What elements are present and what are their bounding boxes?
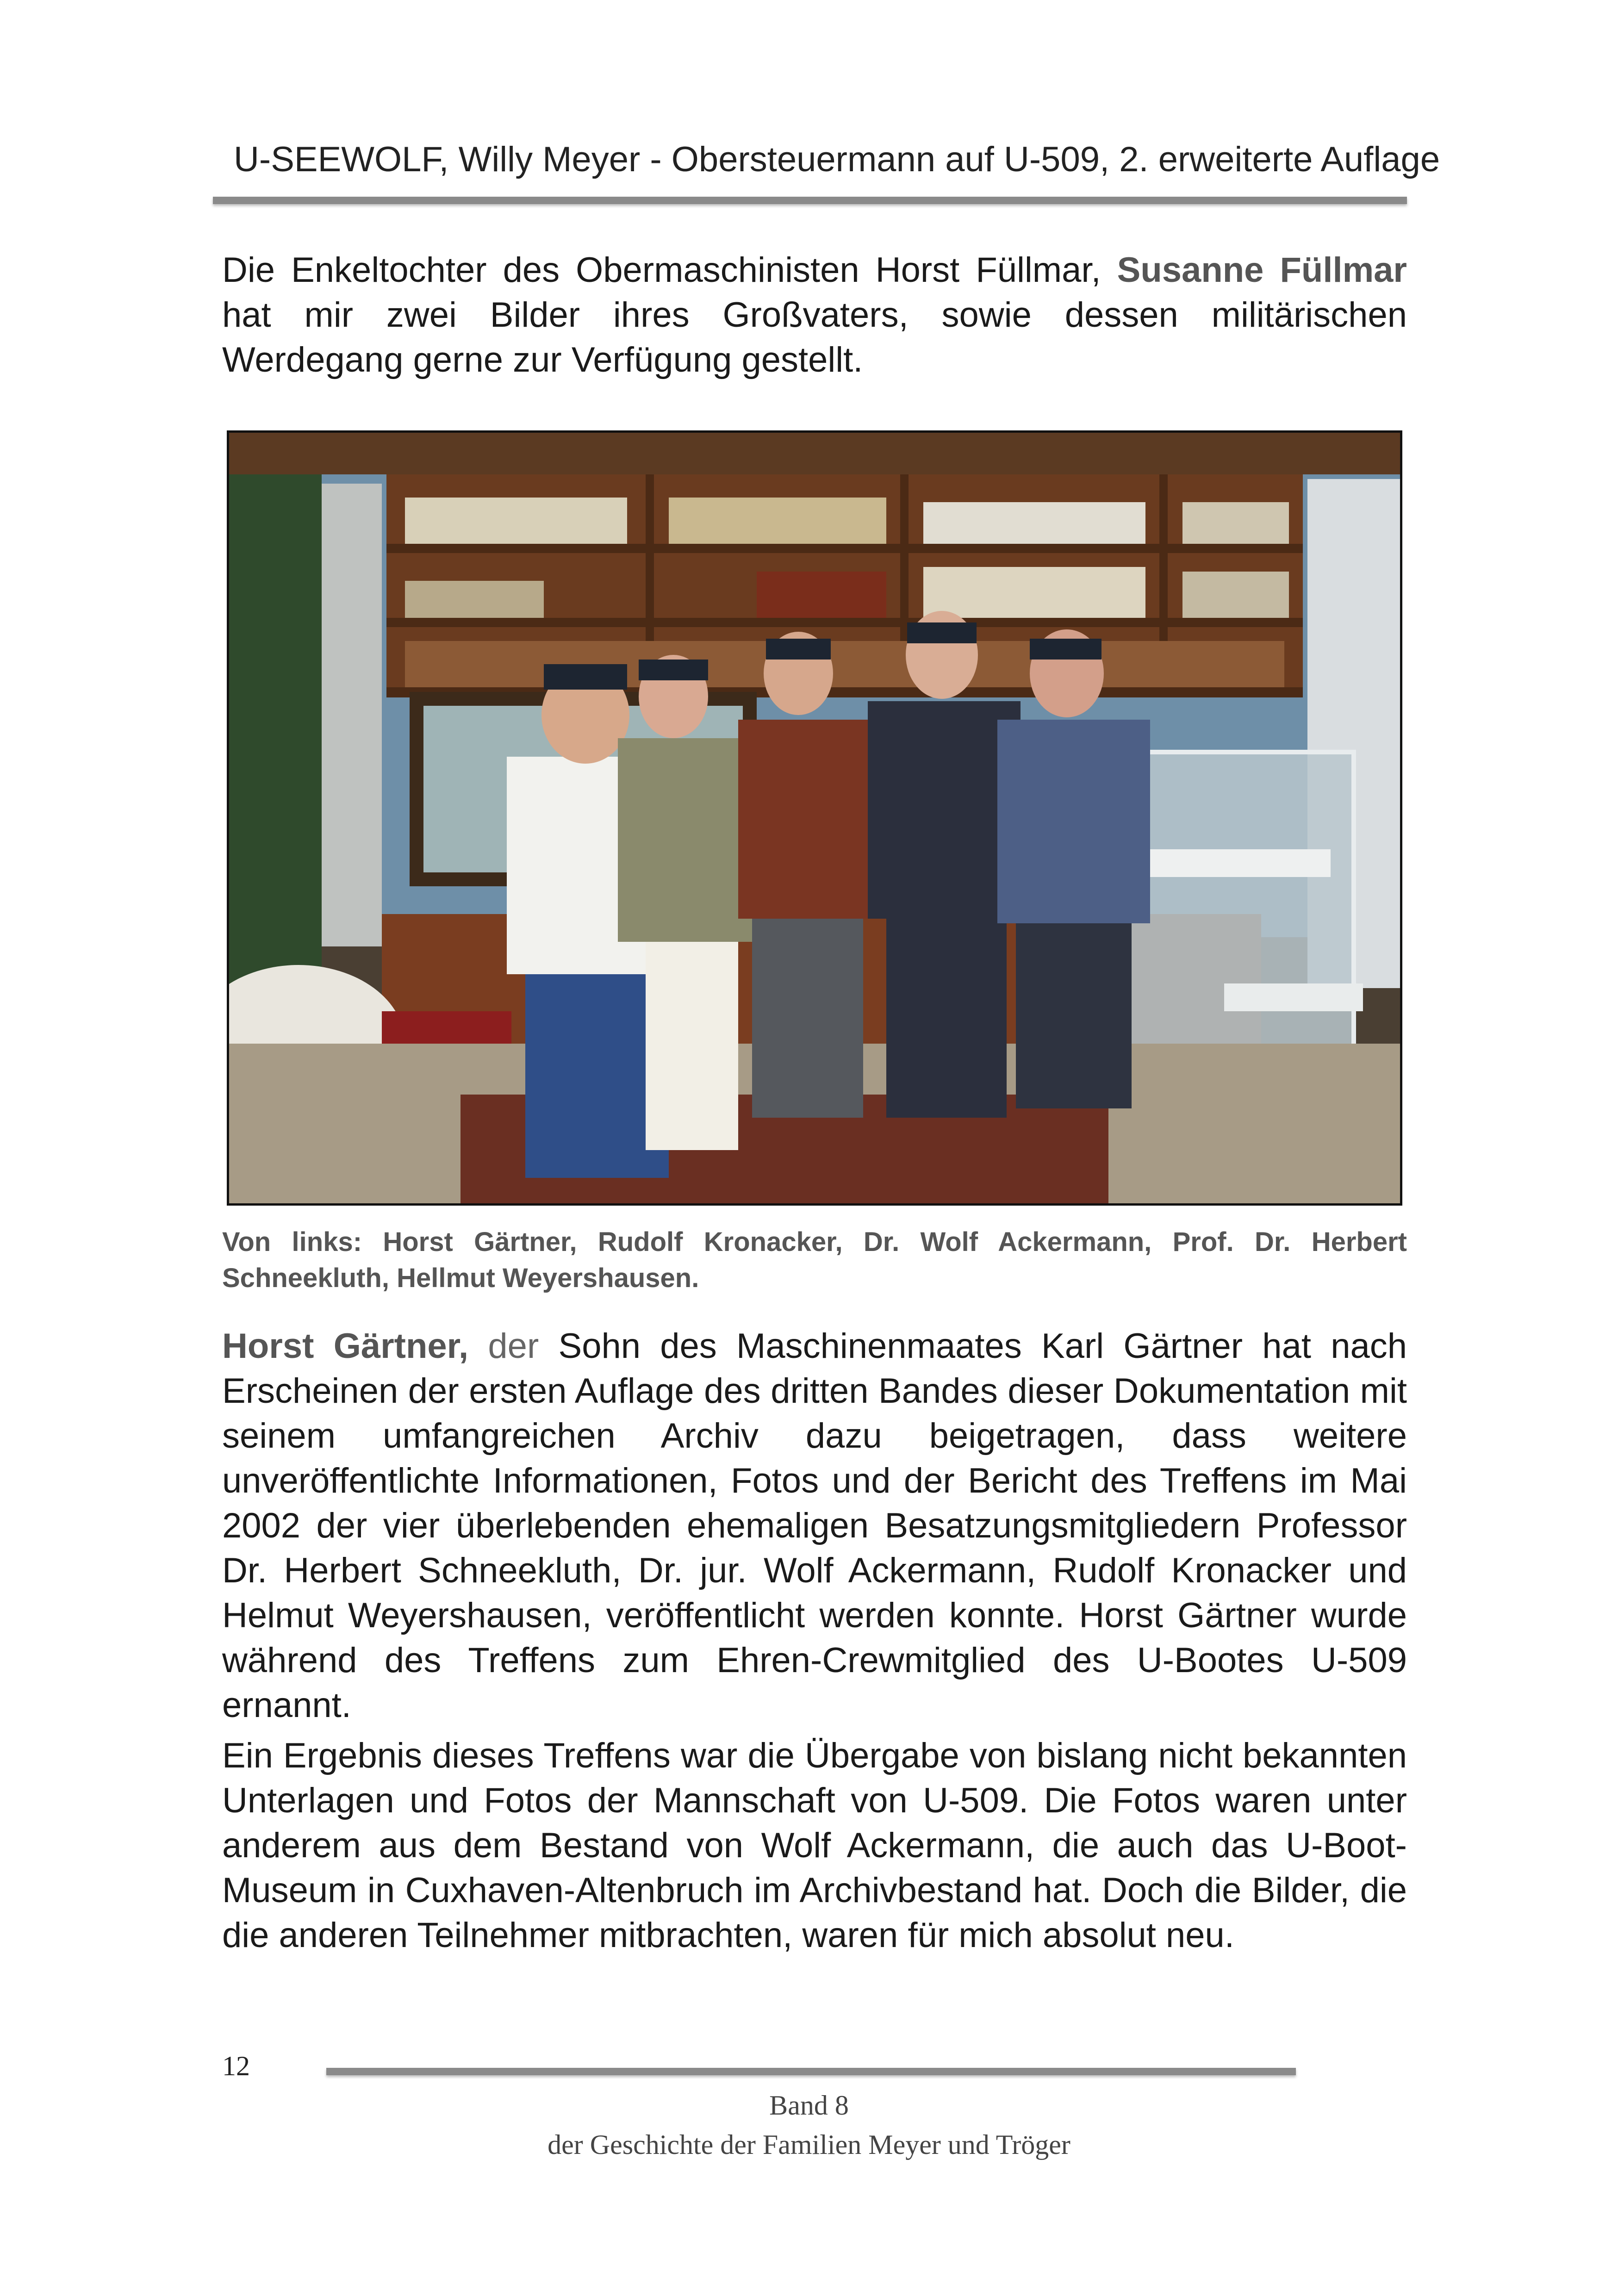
intro-paragraph <box>222 248 1407 382</box>
body-paragraph-2: Ein Ergebnis dieses Treffens war die Übergabe von bislang nicht bekannten Unterlagen und Fotos der Mannschaft von U-509. Die Fotos waren unter anderem aus dem Bestand von Wolf Ackermann, die auch das U-Boot-Museum in Cuxhaven-Altenbruch im Archivbestand hat. Doch die Bilder, die die anderen Teilnehmer mitbrachten, waren für mich absolut neu. <box>222 1736 1407 1955</box>
body-paragraph-1 <box>222 1324 1407 1728</box>
running-header-title: U-SEEWOLF, Willy Meyer - Obersteuermann auf U-509, 2. erweiterte Auflage <box>234 140 1440 179</box>
group-photo-illustration <box>229 433 1400 1203</box>
footer-volume: Band 8 <box>769 2090 849 2121</box>
footer-divider <box>326 2068 1296 2075</box>
highlight-name-susanne: Susanne Füllmar <box>1117 250 1407 290</box>
header-divider <box>213 197 1407 204</box>
intro-text-before: Die Enkeltochter des Obermaschinisten Horst Füllmar, <box>222 250 1117 290</box>
intro-text-after: hat mir zwei Bilder ihres Großvaters, sowie dessen militärischen Werdegang gerne zur Verfügung gestellt. <box>222 295 1407 380</box>
body1-der: der <box>468 1326 539 1366</box>
page-number: 12 <box>222 2051 250 2081</box>
highlight-name-horst: Horst Gärtner, <box>222 1326 469 1366</box>
body1-text: Sohn des Maschinenmaates Karl Gärtner hat nach Erscheinen der ersten Auflage des dritten Bandes dieser Dokumentation mit seinem umfangreichen Archiv dazu beigetragen, dass weitere unveröffentlichte Informationen, Fotos und der Bericht des Treffens im Mai 2002 der vier überlebenden ehemaligen Besatzungsmitgliedern Professor Dr. Herbert Schneekluth, Dr. jur. Wolf Ackermann, Rudolf Kronacker und Helmut Weyershausen, veröffentlicht werden konnte. Horst Gärtner wurde während des Treffens zum Ehren-Crewmitglied des U-Bootes U-509 ernannt. <box>222 1326 1407 1725</box>
photo-caption: Von links: Horst Gärtner, Rudolf Kronacker, Dr. Wolf Ackermann, Prof. Dr. Herbert Schneekluth, Hellmut Weyershausen. <box>222 1227 1407 1293</box>
footer-subtitle: der Geschichte der Familien Meyer und Tröger <box>548 2129 1070 2160</box>
group-photo <box>227 430 1402 1206</box>
